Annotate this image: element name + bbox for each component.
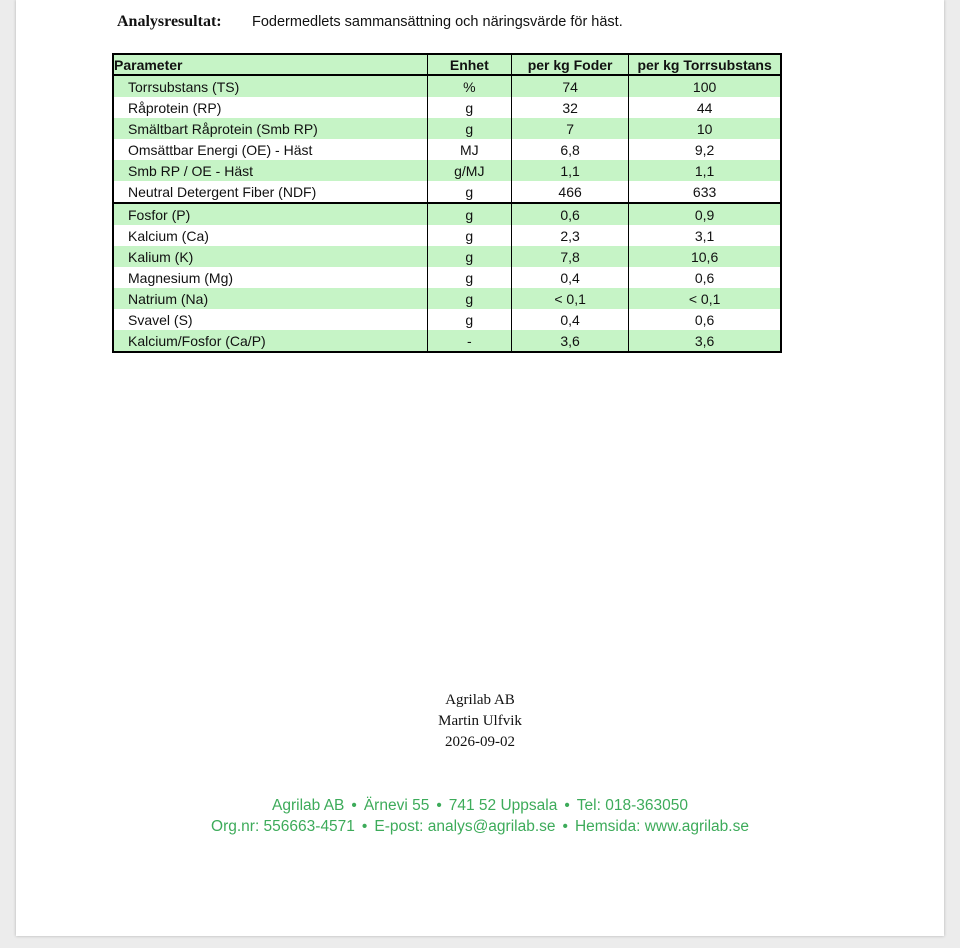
cell-per-kg-dry-matter: 44: [629, 97, 781, 118]
cell-per-kg-feed: 1,1: [512, 160, 629, 181]
column-header-per-kg-feed: per kg Foder: [512, 54, 629, 75]
cell-per-kg-dry-matter: 3,6: [629, 330, 781, 352]
footer-org-nr: Org.nr: 556663-4571: [211, 818, 355, 835]
cell-unit: g: [427, 309, 511, 330]
cell-per-kg-dry-matter: 9,2: [629, 139, 781, 160]
column-header-unit: Enhet: [427, 54, 511, 75]
table-row: [113, 330, 781, 352]
table-body: [113, 75, 781, 352]
analysis-result-label: Analysresultat:: [117, 13, 222, 30]
table-row: [113, 181, 781, 203]
cell-per-kg-dry-matter: 0,6: [629, 267, 781, 288]
footer: [16, 795, 944, 837]
cell-per-kg-feed: 0,4: [512, 267, 629, 288]
cell-unit: g: [427, 97, 511, 118]
cell-per-kg-dry-matter: < 0,1: [629, 288, 781, 309]
table-row: [113, 246, 781, 267]
cell-per-kg-dry-matter: 0,9: [629, 203, 781, 225]
cell-per-kg-dry-matter: 100: [629, 75, 781, 97]
cell-parameter: Råprotein (RP): [113, 97, 427, 118]
table-row: [113, 75, 781, 97]
footer-address: Ärnevi 55: [363, 797, 430, 814]
cell-unit: g: [427, 118, 511, 139]
column-header-parameter: Parameter: [113, 54, 427, 75]
footer-website[interactable]: Hemsida: www.agrilab.se: [574, 818, 749, 835]
cell-parameter: Omsättbar Energi (OE) - Häst: [113, 139, 427, 160]
cell-parameter: Kalium (K): [113, 246, 427, 267]
table-row: [113, 160, 781, 181]
cell-unit: g: [427, 181, 511, 203]
cell-parameter: Smältbart Råprotein (Smb RP): [113, 118, 427, 139]
table-header-row: [113, 54, 781, 75]
cell-parameter: Neutral Detergent Fiber (NDF): [113, 181, 427, 203]
table-row: [113, 288, 781, 309]
cell-per-kg-feed: 3,6: [512, 330, 629, 352]
footer-line-1: [16, 795, 944, 816]
cell-unit: g: [427, 203, 511, 225]
signature-name: Martin Ulfvik: [438, 713, 522, 729]
footer-line-2: [16, 816, 944, 837]
table-row: [113, 203, 781, 225]
cell-per-kg-feed: 32: [512, 97, 629, 118]
cell-per-kg-feed: 0,6: [512, 203, 629, 225]
signature-date: 2026-09-02: [445, 734, 515, 750]
footer-postal: 741 52 Uppsala: [448, 797, 558, 814]
document-page: [16, 0, 944, 936]
cell-per-kg-feed: 6,8: [512, 139, 629, 160]
cell-per-kg-feed: < 0,1: [512, 288, 629, 309]
cell-per-kg-feed: 0,4: [512, 309, 629, 330]
cell-unit: %: [427, 75, 511, 97]
cell-unit: MJ: [427, 139, 511, 160]
cell-parameter: Smb RP / OE - Häst: [113, 160, 427, 181]
table-row: [113, 97, 781, 118]
cell-per-kg-feed: 74: [512, 75, 629, 97]
footer-company: Agrilab AB: [272, 797, 345, 814]
table-row: [113, 309, 781, 330]
cell-per-kg-feed: 7,8: [512, 246, 629, 267]
table-row: [113, 225, 781, 246]
cell-parameter: Torrsubstans (TS): [113, 75, 427, 97]
footer-email[interactable]: E-post: analys@agrilab.se: [374, 818, 556, 835]
cell-unit: g: [427, 267, 511, 288]
cell-unit: g: [427, 225, 511, 246]
footer-separator: •: [564, 797, 570, 814]
cell-per-kg-dry-matter: 0,6: [629, 309, 781, 330]
footer-separator: •: [562, 818, 568, 835]
analysis-table: [112, 53, 782, 353]
cell-unit: g: [427, 246, 511, 267]
cell-parameter: Fosfor (P): [113, 203, 427, 225]
footer-phone: Tel: 018-363050: [576, 797, 688, 814]
cell-parameter: Kalcium (Ca): [113, 225, 427, 246]
cell-per-kg-dry-matter: 1,1: [629, 160, 781, 181]
footer-separator: •: [351, 797, 357, 814]
signature-block: [16, 690, 944, 753]
column-header-per-kg-dry-matter: per kg Torrsubstans: [629, 54, 781, 75]
cell-per-kg-dry-matter: 10,6: [629, 246, 781, 267]
cell-parameter: Kalcium/Fosfor (Ca/P): [113, 330, 427, 352]
signature-company: Agrilab AB: [445, 692, 515, 708]
footer-separator: •: [361, 818, 368, 835]
footer-separator: •: [436, 797, 442, 814]
table-row: [113, 118, 781, 139]
cell-parameter: Svavel (S): [113, 309, 427, 330]
cell-parameter: Magnesium (Mg): [113, 267, 427, 288]
cell-unit: -: [427, 330, 511, 352]
table-row: [113, 267, 781, 288]
cell-parameter: Natrium (Na): [113, 288, 427, 309]
analysis-description: Fodermedlets sammansättning och näringsvärde för häst.: [252, 14, 623, 30]
cell-per-kg-dry-matter: 633: [629, 181, 781, 203]
table-row: [113, 139, 781, 160]
cell-per-kg-feed: 7: [512, 118, 629, 139]
cell-unit: g/MJ: [427, 160, 511, 181]
cell-per-kg-dry-matter: 3,1: [629, 225, 781, 246]
cell-per-kg-dry-matter: 10: [629, 118, 781, 139]
cell-unit: g: [427, 288, 511, 309]
cell-per-kg-feed: 2,3: [512, 225, 629, 246]
cell-per-kg-feed: 466: [512, 181, 629, 203]
